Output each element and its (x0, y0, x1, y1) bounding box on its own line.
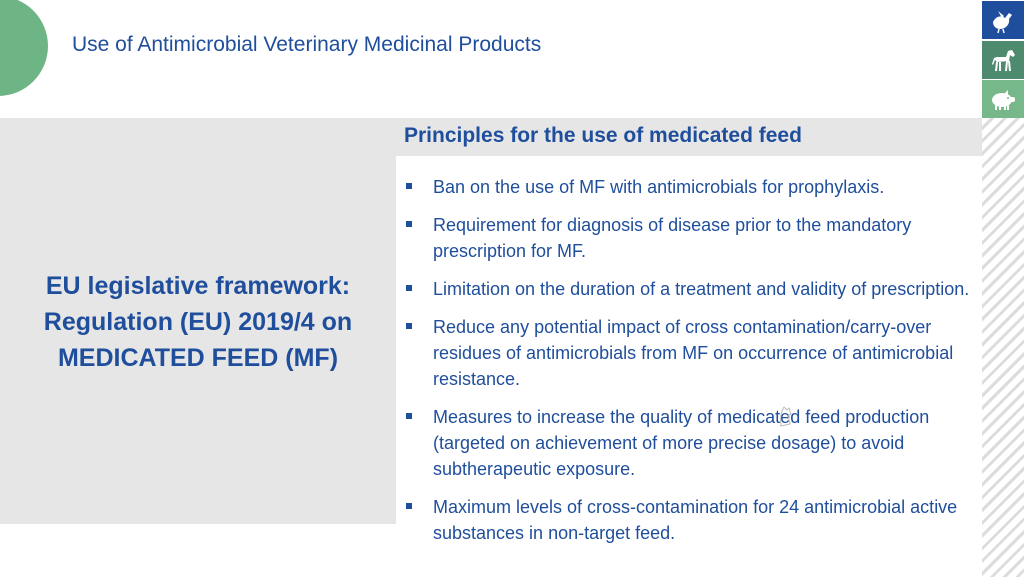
horse-icon (988, 45, 1018, 75)
bullet-square-icon (406, 503, 412, 509)
list-item (404, 314, 980, 392)
list-item-text: Reduce any potential impact of cross contamination/carry-over residues of antimicrobials from MF on occurrence of antimicrobial resistance. (433, 317, 954, 389)
bullet-square-icon (406, 323, 412, 329)
bullet-square-icon (406, 183, 412, 189)
bullet-square-icon (406, 413, 412, 419)
slide-title: Use of Antimicrobial Veterinary Medicinal Products (72, 33, 542, 56)
pointer-icon (778, 404, 794, 428)
animal-tab-horse[interactable] (982, 41, 1024, 79)
corner-decoration (0, 0, 48, 96)
bullet-square-icon (406, 221, 412, 227)
section-heading: Principles for the use of medicated feed (404, 124, 802, 147)
list-item-text: Maximum levels of cross-contamination for 24 antimicrobial active substances in non-target feed. (433, 497, 958, 543)
list-item-text: Measures to increase the quality of medicated feed production (targeted on achievement of more precise dosage) to avoid subtherapeutic exposure. (433, 407, 930, 479)
list-item (404, 212, 980, 264)
list-item (404, 494, 980, 546)
bullet-square-icon (406, 285, 412, 291)
list-item (404, 276, 980, 302)
framework-title-line: MEDICATED FEED (MF) (57, 344, 339, 372)
framework-title (10, 268, 386, 376)
principles-list (404, 174, 980, 558)
animal-tab-pig[interactable] (982, 80, 1024, 118)
framework-title-line: Regulation (EU) 2019/4 on (43, 308, 353, 336)
animal-tab-bird[interactable] (982, 1, 1024, 39)
list-item (404, 174, 980, 200)
pig-icon (988, 84, 1018, 114)
striped-decoration (982, 118, 1024, 577)
list-item-text: Requirement for diagnosis of disease prior to the mandatory prescription for MF. (433, 215, 912, 261)
list-item (404, 404, 980, 482)
bird-icon (988, 5, 1018, 35)
list-item-text: Limitation on the duration of a treatment and validity of prescription. (433, 279, 970, 299)
framework-title-line: EU legislative framework: (45, 272, 351, 300)
list-item-text: Ban on the use of MF with antimicrobials for prophylaxis. (433, 177, 885, 197)
